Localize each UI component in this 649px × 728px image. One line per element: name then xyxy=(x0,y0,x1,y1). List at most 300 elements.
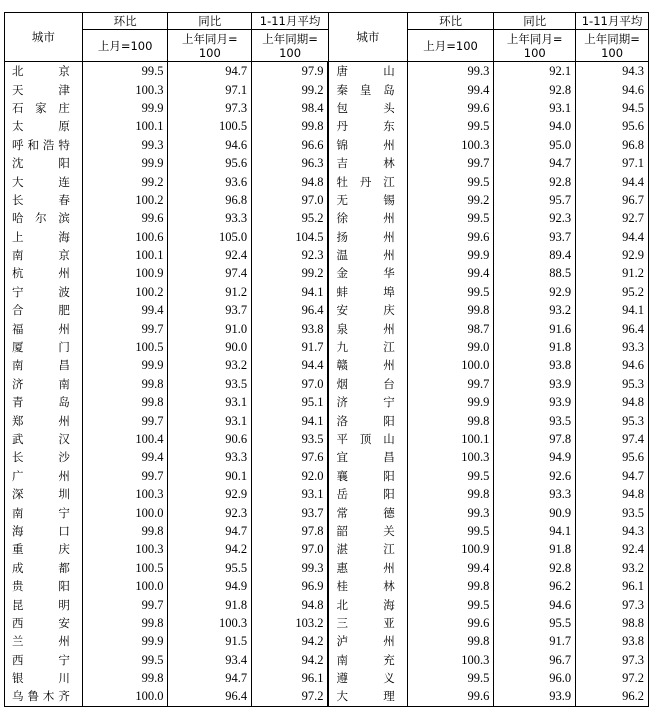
cell-mom-right: 99.8 xyxy=(407,485,494,503)
table-row xyxy=(5,448,649,466)
cell-yoy-left: 94.6 xyxy=(168,136,252,154)
cell-avg-left: 96.9 xyxy=(252,577,329,595)
table-row xyxy=(5,393,649,411)
cell-mom-left: 99.7 xyxy=(82,595,168,613)
cell-avg-right: 96.7 xyxy=(576,191,649,209)
cell-avg-right: 95.6 xyxy=(576,448,649,466)
cell-avg-left: 93.8 xyxy=(252,319,329,337)
cell-city-right: 大 理 xyxy=(328,687,407,706)
cell-mom-right: 100.0 xyxy=(407,356,494,374)
table-row xyxy=(5,117,649,135)
table-row xyxy=(5,356,649,374)
header-mom-base-left: 上月=100 xyxy=(82,30,168,62)
cell-mom-left: 100.2 xyxy=(82,283,168,301)
cell-city-right: 锦 州 xyxy=(328,136,407,154)
cell-yoy-right: 93.5 xyxy=(494,411,576,429)
cell-yoy-left: 90.0 xyxy=(168,338,252,356)
cell-avg-left: 97.0 xyxy=(252,191,329,209)
cell-mom-left: 99.6 xyxy=(82,209,168,227)
cell-avg-left: 96.1 xyxy=(252,669,329,687)
cell-mom-left: 99.8 xyxy=(82,614,168,632)
cell-yoy-right: 92.1 xyxy=(494,62,576,81)
cell-avg-right: 93.3 xyxy=(576,338,649,356)
cell-mom-right: 99.7 xyxy=(407,375,494,393)
cell-yoy-right: 95.7 xyxy=(494,191,576,209)
cell-avg-left: 94.2 xyxy=(252,632,329,650)
cell-mom-left: 99.4 xyxy=(82,448,168,466)
cell-avg-right: 92.9 xyxy=(576,246,649,264)
cell-city-left: 宁 波 xyxy=(5,283,83,301)
cell-mom-left: 99.7 xyxy=(82,319,168,337)
cell-avg-left: 97.2 xyxy=(252,687,329,706)
cell-mom-left: 100.4 xyxy=(82,430,168,448)
cell-mom-left: 99.5 xyxy=(82,62,168,81)
cell-avg-left: 93.7 xyxy=(252,503,329,521)
cell-mom-right: 100.1 xyxy=(407,430,494,448)
cell-avg-left: 97.9 xyxy=(252,62,329,81)
cell-avg-left: 92.3 xyxy=(252,246,329,264)
cell-yoy-left: 93.1 xyxy=(168,411,252,429)
cell-mom-left: 100.2 xyxy=(82,191,168,209)
header-avg-base-right xyxy=(576,30,649,62)
table-row xyxy=(5,687,649,706)
cell-avg-right: 97.1 xyxy=(576,154,649,172)
cell-mom-right: 99.5 xyxy=(407,669,494,687)
table-row xyxy=(5,172,649,190)
cell-yoy-right: 94.0 xyxy=(494,117,576,135)
header-yoy-base-left xyxy=(168,30,252,62)
cell-city-left: 长 春 xyxy=(5,191,83,209)
cell-yoy-left: 94.7 xyxy=(168,522,252,540)
cell-mom-left: 100.5 xyxy=(82,338,168,356)
cell-avg-left: 94.1 xyxy=(252,283,329,301)
table-row xyxy=(5,209,649,227)
table-row xyxy=(5,503,649,521)
cell-avg-right: 92.4 xyxy=(576,540,649,558)
cell-mom-left: 99.9 xyxy=(82,632,168,650)
cell-mom-right: 99.0 xyxy=(407,338,494,356)
cell-mom-left: 99.5 xyxy=(82,651,168,669)
cell-yoy-right: 95.0 xyxy=(494,136,576,154)
header-yoy-base-right xyxy=(494,30,576,62)
cell-city-right: 徐 州 xyxy=(328,209,407,227)
cell-yoy-right: 96.0 xyxy=(494,669,576,687)
cell-mom-left: 100.3 xyxy=(82,80,168,98)
cell-avg-left: 99.3 xyxy=(252,559,329,577)
cell-yoy-right: 91.8 xyxy=(494,540,576,558)
cell-city-right: 无 锡 xyxy=(328,191,407,209)
table-row xyxy=(5,191,649,209)
yoy-base-text: 上年同月=100 xyxy=(506,31,563,60)
cell-city-right: 遵 义 xyxy=(328,669,407,687)
table-row xyxy=(5,301,649,319)
table-row xyxy=(5,80,649,98)
cell-yoy-left: 96.4 xyxy=(168,687,252,706)
cell-yoy-left: 90.6 xyxy=(168,430,252,448)
avg-base-text: 上年同期=100 xyxy=(262,31,318,60)
cell-avg-right: 94.5 xyxy=(576,99,649,117)
table-row xyxy=(5,411,649,429)
cell-city-left: 南 宁 xyxy=(5,503,83,521)
cell-city-left: 天 津 xyxy=(5,80,83,98)
cell-city-right: 常 德 xyxy=(328,503,407,521)
header-yoy-right: 同比 xyxy=(494,13,576,30)
table-row xyxy=(5,540,649,558)
price-index-table-container xyxy=(4,12,649,707)
cell-yoy-left: 92.9 xyxy=(168,485,252,503)
cell-yoy-left: 92.3 xyxy=(168,503,252,521)
cell-avg-right: 96.2 xyxy=(576,687,649,706)
cell-mom-left: 99.8 xyxy=(82,522,168,540)
cell-avg-right: 95.2 xyxy=(576,283,649,301)
table-row xyxy=(5,669,649,687)
cell-mom-left: 100.3 xyxy=(82,485,168,503)
cell-avg-right: 92.7 xyxy=(576,209,649,227)
header-city-left: 城市 xyxy=(5,13,83,62)
table-row xyxy=(5,522,649,540)
cell-avg-right: 96.1 xyxy=(576,577,649,595)
cell-yoy-left: 93.7 xyxy=(168,301,252,319)
cell-mom-right: 99.5 xyxy=(407,467,494,485)
cell-city-left: 海 口 xyxy=(5,522,83,540)
cell-city-left: 广 州 xyxy=(5,467,83,485)
header-mom-right: 环比 xyxy=(407,13,494,30)
cell-mom-right: 99.3 xyxy=(407,62,494,81)
cell-yoy-left: 92.4 xyxy=(168,246,252,264)
cell-yoy-right: 93.9 xyxy=(494,393,576,411)
cell-city-right: 金 华 xyxy=(328,264,407,282)
cell-mom-right: 99.4 xyxy=(407,559,494,577)
cell-yoy-right: 96.2 xyxy=(494,577,576,595)
cell-yoy-right: 91.7 xyxy=(494,632,576,650)
cell-yoy-right: 90.9 xyxy=(494,503,576,521)
cell-mom-right: 99.3 xyxy=(407,503,494,521)
cell-avg-left: 93.5 xyxy=(252,430,329,448)
cell-city-right: 桂 林 xyxy=(328,577,407,595)
cell-city-right: 唐 山 xyxy=(328,62,407,81)
avg-base-text: 上年同期=100 xyxy=(584,31,640,60)
cell-mom-left: 99.8 xyxy=(82,393,168,411)
cell-avg-right: 93.5 xyxy=(576,503,649,521)
cell-avg-right: 94.3 xyxy=(576,522,649,540)
cell-yoy-left: 94.2 xyxy=(168,540,252,558)
cell-avg-right: 96.8 xyxy=(576,136,649,154)
cell-mom-right: 99.5 xyxy=(407,117,494,135)
cell-city-left: 厦 门 xyxy=(5,338,83,356)
cell-mom-left: 100.0 xyxy=(82,577,168,595)
header-avg-left: 1-11月平均 xyxy=(252,13,329,30)
cell-mom-right: 99.9 xyxy=(407,246,494,264)
cell-mom-right: 99.5 xyxy=(407,209,494,227)
cell-mom-right: 99.8 xyxy=(407,411,494,429)
cell-city-left: 济 南 xyxy=(5,375,83,393)
cell-mom-right: 99.5 xyxy=(407,283,494,301)
cell-mom-left: 100.6 xyxy=(82,228,168,246)
cell-avg-right: 95.3 xyxy=(576,411,649,429)
cell-city-right: 烟 台 xyxy=(328,375,407,393)
cell-yoy-left: 94.7 xyxy=(168,669,252,687)
cell-avg-left: 91.7 xyxy=(252,338,329,356)
cell-avg-right: 95.3 xyxy=(576,375,649,393)
cell-yoy-right: 92.8 xyxy=(494,559,576,577)
cell-yoy-right: 91.6 xyxy=(494,319,576,337)
cell-yoy-right: 91.8 xyxy=(494,338,576,356)
cell-mom-right: 99.6 xyxy=(407,228,494,246)
cell-city-right: 惠 州 xyxy=(328,559,407,577)
cell-mom-right: 99.5 xyxy=(407,172,494,190)
table-row xyxy=(5,246,649,264)
cell-yoy-right: 96.7 xyxy=(494,651,576,669)
cell-avg-right: 97.2 xyxy=(576,669,649,687)
cell-city-left: 杭 州 xyxy=(5,264,83,282)
cell-city-left: 哈 尔 滨 xyxy=(5,209,83,227)
cell-city-right: 安 庆 xyxy=(328,301,407,319)
table-row xyxy=(5,62,649,81)
cell-city-left: 深 圳 xyxy=(5,485,83,503)
table-row xyxy=(5,136,649,154)
cell-city-left: 银 川 xyxy=(5,669,83,687)
cell-city-right: 南 充 xyxy=(328,651,407,669)
cell-avg-right: 94.6 xyxy=(576,80,649,98)
cell-avg-left: 99.2 xyxy=(252,264,329,282)
header-mom-left: 环比 xyxy=(82,13,168,30)
cell-yoy-right: 97.8 xyxy=(494,430,576,448)
cell-avg-right: 94.4 xyxy=(576,228,649,246)
cell-city-right: 温 州 xyxy=(328,246,407,264)
cell-city-left: 大 连 xyxy=(5,172,83,190)
header-avg-base-left xyxy=(252,30,329,62)
cell-yoy-right: 93.7 xyxy=(494,228,576,246)
cell-avg-right: 95.6 xyxy=(576,117,649,135)
cell-mom-left: 100.0 xyxy=(82,687,168,706)
cell-mom-right: 100.3 xyxy=(407,136,494,154)
cell-city-right: 扬 州 xyxy=(328,228,407,246)
table-row xyxy=(5,559,649,577)
cell-yoy-right: 92.9 xyxy=(494,283,576,301)
cell-yoy-left: 93.4 xyxy=(168,651,252,669)
cell-city-right: 泉 州 xyxy=(328,319,407,337)
cell-yoy-left: 93.2 xyxy=(168,356,252,374)
cell-mom-right: 99.2 xyxy=(407,191,494,209)
cell-mom-right: 100.9 xyxy=(407,540,494,558)
table-row xyxy=(5,577,649,595)
cell-yoy-right: 94.6 xyxy=(494,595,576,613)
cell-city-left: 石 家 庄 xyxy=(5,99,83,117)
cell-avg-left: 96.6 xyxy=(252,136,329,154)
cell-avg-left: 97.8 xyxy=(252,522,329,540)
cell-mom-right: 99.8 xyxy=(407,577,494,595)
cell-avg-right: 94.7 xyxy=(576,467,649,485)
cell-mom-right: 100.3 xyxy=(407,651,494,669)
cell-city-right: 洛 阳 xyxy=(328,411,407,429)
cell-city-right: 赣 州 xyxy=(328,356,407,374)
cell-mom-left: 99.7 xyxy=(82,411,168,429)
cell-avg-left: 94.1 xyxy=(252,411,329,429)
cell-mom-left: 99.3 xyxy=(82,136,168,154)
cell-yoy-left: 91.5 xyxy=(168,632,252,650)
cell-avg-left: 97.6 xyxy=(252,448,329,466)
cell-avg-right: 97.3 xyxy=(576,651,649,669)
cell-yoy-left: 95.5 xyxy=(168,559,252,577)
cell-mom-right: 99.4 xyxy=(407,80,494,98)
cell-city-left: 沈 阳 xyxy=(5,154,83,172)
cell-yoy-left: 93.6 xyxy=(168,172,252,190)
cell-city-left: 昆 明 xyxy=(5,595,83,613)
cell-city-left: 青 岛 xyxy=(5,393,83,411)
cell-yoy-left: 100.5 xyxy=(168,117,252,135)
cell-city-right: 北 海 xyxy=(328,595,407,613)
cell-yoy-right: 88.5 xyxy=(494,264,576,282)
cell-city-left: 西 安 xyxy=(5,614,83,632)
table-row xyxy=(5,651,649,669)
table-row xyxy=(5,632,649,650)
cell-city-right: 济 宁 xyxy=(328,393,407,411)
cell-yoy-right: 92.6 xyxy=(494,467,576,485)
cell-yoy-right: 92.3 xyxy=(494,209,576,227)
yoy-base-text: 上年同月=100 xyxy=(181,31,238,60)
cell-city-left: 郑 州 xyxy=(5,411,83,429)
cell-city-right: 牡 丹 江 xyxy=(328,172,407,190)
cell-avg-left: 94.8 xyxy=(252,595,329,613)
cell-mom-right: 99.8 xyxy=(407,301,494,319)
cell-mom-right: 99.9 xyxy=(407,393,494,411)
cell-city-left: 重 庆 xyxy=(5,540,83,558)
cell-mom-left: 99.9 xyxy=(82,356,168,374)
cell-yoy-left: 95.6 xyxy=(168,154,252,172)
cell-city-right: 宜 昌 xyxy=(328,448,407,466)
cell-city-left: 贵 阳 xyxy=(5,577,83,595)
cell-avg-left: 94.4 xyxy=(252,356,329,374)
cell-city-right: 韶 关 xyxy=(328,522,407,540)
cell-yoy-left: 90.1 xyxy=(168,467,252,485)
header-avg-right: 1-11月平均 xyxy=(576,13,649,30)
cell-mom-right: 100.3 xyxy=(407,448,494,466)
cell-yoy-right: 93.9 xyxy=(494,687,576,706)
cell-yoy-left: 91.0 xyxy=(168,319,252,337)
cell-avg-right: 94.8 xyxy=(576,393,649,411)
cell-city-left: 成 都 xyxy=(5,559,83,577)
table-row xyxy=(5,99,649,117)
cell-yoy-right: 95.5 xyxy=(494,614,576,632)
table-row xyxy=(5,430,649,448)
cell-city-right: 湛 江 xyxy=(328,540,407,558)
cell-yoy-right: 94.7 xyxy=(494,154,576,172)
cell-city-right: 平 顶 山 xyxy=(328,430,407,448)
cell-yoy-right: 94.1 xyxy=(494,522,576,540)
cell-yoy-right: 89.4 xyxy=(494,246,576,264)
cell-city-right: 蚌 埠 xyxy=(328,283,407,301)
cell-mom-left: 99.8 xyxy=(82,375,168,393)
cell-city-right: 泸 州 xyxy=(328,632,407,650)
cell-avg-right: 94.1 xyxy=(576,301,649,319)
cell-yoy-right: 93.1 xyxy=(494,99,576,117)
cell-yoy-left: 93.5 xyxy=(168,375,252,393)
cell-mom-right: 99.5 xyxy=(407,595,494,613)
table-body xyxy=(5,62,649,707)
cell-yoy-left: 97.3 xyxy=(168,99,252,117)
cell-avg-right: 97.4 xyxy=(576,430,649,448)
cell-mom-left: 99.9 xyxy=(82,154,168,172)
cell-yoy-right: 93.8 xyxy=(494,356,576,374)
table-row xyxy=(5,375,649,393)
cell-yoy-left: 93.3 xyxy=(168,209,252,227)
table-row xyxy=(5,154,649,172)
cell-city-right: 九 江 xyxy=(328,338,407,356)
cell-avg-left: 95.2 xyxy=(252,209,329,227)
cell-avg-left: 95.1 xyxy=(252,393,329,411)
table-row xyxy=(5,283,649,301)
cell-avg-left: 92.0 xyxy=(252,467,329,485)
cell-city-left: 太 原 xyxy=(5,117,83,135)
cell-avg-left: 104.5 xyxy=(252,228,329,246)
cell-city-left: 长 沙 xyxy=(5,448,83,466)
cell-mom-right: 99.6 xyxy=(407,99,494,117)
cell-yoy-left: 97.1 xyxy=(168,80,252,98)
cell-mom-left: 99.8 xyxy=(82,669,168,687)
cell-mom-right: 98.7 xyxy=(407,319,494,337)
cell-avg-right: 94.3 xyxy=(576,62,649,81)
cell-city-right: 丹 东 xyxy=(328,117,407,135)
cell-city-left: 福 州 xyxy=(5,319,83,337)
cell-city-right: 三 亚 xyxy=(328,614,407,632)
cell-yoy-right: 93.3 xyxy=(494,485,576,503)
cell-yoy-left: 93.1 xyxy=(168,393,252,411)
cell-mom-left: 100.3 xyxy=(82,540,168,558)
cell-avg-left: 96.3 xyxy=(252,154,329,172)
table-row xyxy=(5,319,649,337)
cell-mom-right: 99.6 xyxy=(407,614,494,632)
cell-city-left: 北 京 xyxy=(5,62,83,81)
table-row xyxy=(5,614,649,632)
cell-city-right: 吉 林 xyxy=(328,154,407,172)
cell-yoy-left: 93.3 xyxy=(168,448,252,466)
cell-avg-left: 94.8 xyxy=(252,172,329,190)
cell-avg-right: 98.8 xyxy=(576,614,649,632)
table-row xyxy=(5,467,649,485)
cell-city-left: 武 汉 xyxy=(5,430,83,448)
cell-avg-left: 97.0 xyxy=(252,375,329,393)
cell-city-right: 襄 阳 xyxy=(328,467,407,485)
cell-mom-left: 100.1 xyxy=(82,246,168,264)
cell-yoy-right: 94.9 xyxy=(494,448,576,466)
cell-mom-left: 99.2 xyxy=(82,172,168,190)
cell-city-left: 南 京 xyxy=(5,246,83,264)
cell-avg-right: 93.2 xyxy=(576,559,649,577)
cell-mom-right: 99.7 xyxy=(407,154,494,172)
cell-yoy-right: 92.8 xyxy=(494,80,576,98)
cell-mom-left: 99.4 xyxy=(82,301,168,319)
cell-avg-left: 97.0 xyxy=(252,540,329,558)
cell-avg-left: 98.4 xyxy=(252,99,329,117)
cell-city-left: 南 昌 xyxy=(5,356,83,374)
cell-avg-left: 94.2 xyxy=(252,651,329,669)
cell-city-right: 包 头 xyxy=(328,99,407,117)
cell-yoy-right: 93.2 xyxy=(494,301,576,319)
cell-city-left: 兰 州 xyxy=(5,632,83,650)
cell-mom-right: 99.4 xyxy=(407,264,494,282)
cell-yoy-left: 105.0 xyxy=(168,228,252,246)
cell-yoy-left: 97.4 xyxy=(168,264,252,282)
cell-avg-left: 96.4 xyxy=(252,301,329,319)
cell-yoy-right: 93.9 xyxy=(494,375,576,393)
cell-mom-left: 100.9 xyxy=(82,264,168,282)
cell-yoy-left: 100.3 xyxy=(168,614,252,632)
cell-city-left: 合 肥 xyxy=(5,301,83,319)
cell-avg-left: 103.2 xyxy=(252,614,329,632)
cell-city-left: 乌鲁木齐 xyxy=(5,687,83,706)
cell-city-right: 秦 皇 岛 xyxy=(328,80,407,98)
cell-city-left: 上 海 xyxy=(5,228,83,246)
